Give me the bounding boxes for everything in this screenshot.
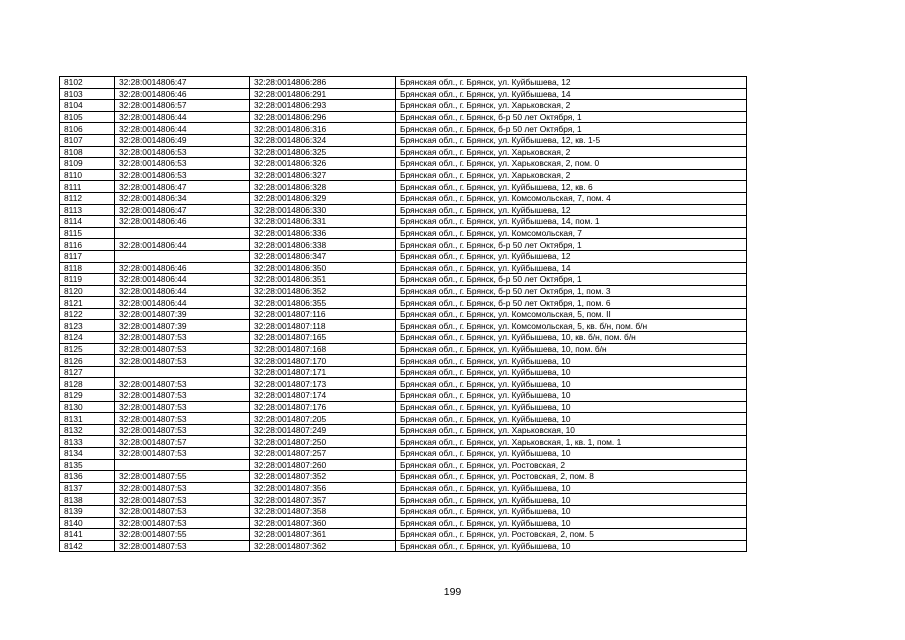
table-row bbox=[60, 239, 747, 251]
cadastral-number-cell: 32:28:0014806:296 bbox=[250, 111, 396, 123]
table-row bbox=[60, 297, 747, 309]
page-number: 199 bbox=[443, 586, 462, 598]
row-number-cell: 8125 bbox=[60, 343, 115, 355]
row-number-cell: 8132 bbox=[60, 424, 115, 436]
cadastral-number-cell: 32:28:0014807:165 bbox=[250, 332, 396, 344]
table-row bbox=[60, 448, 747, 460]
address-cell: Брянская обл., г. Брянск, ул. Куйбышева, 10 bbox=[396, 517, 747, 529]
land-parcel-number-cell: 32:28:0014807:53 bbox=[115, 424, 250, 436]
address-cell: Брянская обл., г. Брянск, ул. Комсомольская, 7, пом. 4 bbox=[396, 192, 747, 204]
row-number-cell: 8135 bbox=[60, 459, 115, 471]
land-parcel-number-cell: 32:28:0014807:53 bbox=[115, 505, 250, 517]
row-number-cell: 8123 bbox=[60, 320, 115, 332]
address-cell: Брянская обл., г. Брянск, ул. Харьковская, 1, кв. 1, пом. 1 bbox=[396, 436, 747, 448]
address-cell: Брянская обл., г. Брянск, ул. Харьковская, 2 bbox=[396, 146, 747, 158]
cadastral-number-cell: 32:28:0014806:350 bbox=[250, 262, 396, 274]
land-parcel-number-cell bbox=[115, 250, 250, 262]
cadastral-register-table bbox=[59, 76, 747, 552]
cadastral-number-cell: 32:28:0014806:316 bbox=[250, 123, 396, 135]
land-parcel-number-cell: 32:28:0014806:57 bbox=[115, 100, 250, 112]
land-parcel-number-cell: 32:28:0014806:46 bbox=[115, 262, 250, 274]
land-parcel-number-cell: 32:28:0014806:44 bbox=[115, 123, 250, 135]
row-number-cell: 8107 bbox=[60, 134, 115, 146]
address-cell: Брянская обл., г. Брянск, ул. Куйбышева, 10, пом. б/н bbox=[396, 343, 747, 355]
table-row bbox=[60, 123, 747, 135]
cadastral-number-cell: 32:28:0014806:324 bbox=[250, 134, 396, 146]
table-row bbox=[60, 459, 747, 471]
cadastral-number-cell: 32:28:0014807:168 bbox=[250, 343, 396, 355]
land-parcel-number-cell: 32:28:0014807:53 bbox=[115, 413, 250, 425]
land-parcel-number-cell: 32:28:0014807:53 bbox=[115, 401, 250, 413]
table-row bbox=[60, 401, 747, 413]
address-cell: Брянская обл., г. Брянск, ул. Куйбышева, 10 bbox=[396, 448, 747, 460]
land-parcel-number-cell: 32:28:0014806:44 bbox=[115, 285, 250, 297]
row-number-cell: 8124 bbox=[60, 332, 115, 344]
address-cell: Брянская обл., г. Брянск, ул. Куйбышева, 10 bbox=[396, 505, 747, 517]
row-number-cell: 8136 bbox=[60, 471, 115, 483]
cadastral-number-cell: 32:28:0014807:174 bbox=[250, 390, 396, 402]
row-number-cell: 8111 bbox=[60, 181, 115, 193]
cadastral-number-cell: 32:28:0014807:249 bbox=[250, 424, 396, 436]
table-row bbox=[60, 366, 747, 378]
row-number-cell: 8138 bbox=[60, 494, 115, 506]
address-cell: Брянская обл., г. Брянск, ул. Куйбышева, 12, кв. 6 bbox=[396, 181, 747, 193]
row-number-cell: 8106 bbox=[60, 123, 115, 135]
address-cell: Брянская обл., г. Брянск, ул. Куйбышева, 10 bbox=[396, 494, 747, 506]
row-number-cell: 8129 bbox=[60, 390, 115, 402]
row-number-cell: 8134 bbox=[60, 448, 115, 460]
address-cell: Брянская обл., г. Брянск, ул. Комсомольская, 5, пом. II bbox=[396, 308, 747, 320]
cadastral-number-cell: 32:28:0014806:329 bbox=[250, 192, 396, 204]
cadastral-number-cell: 32:28:0014806:352 bbox=[250, 285, 396, 297]
land-parcel-number-cell: 32:28:0014807:55 bbox=[115, 471, 250, 483]
land-parcel-number-cell: 32:28:0014807:53 bbox=[115, 332, 250, 344]
row-number-cell: 8137 bbox=[60, 482, 115, 494]
land-parcel-number-cell: 32:28:0014807:57 bbox=[115, 436, 250, 448]
address-cell: Брянская обл., г. Брянск, ул. Куйбышева, 12 bbox=[396, 77, 747, 89]
address-cell: Брянская обл., г. Брянск, ул. Куйбышева, 10 bbox=[396, 366, 747, 378]
address-cell: Брянская обл., г. Брянск, ул. Куйбышева, 10, кв. б/н, пом. б/н bbox=[396, 332, 747, 344]
land-parcel-number-cell: 32:28:0014807:53 bbox=[115, 355, 250, 367]
cadastral-number-cell: 32:28:0014807:205 bbox=[250, 413, 396, 425]
land-parcel-number-cell: 32:28:0014807:53 bbox=[115, 540, 250, 552]
row-number-cell: 8109 bbox=[60, 158, 115, 170]
land-parcel-number-cell: 32:28:0014806:46 bbox=[115, 216, 250, 228]
cadastral-number-cell: 32:28:0014807:118 bbox=[250, 320, 396, 332]
land-parcel-number-cell: 32:28:0014806:34 bbox=[115, 192, 250, 204]
address-cell: Брянская обл., г. Брянск, ул. Харьковская, 2, пом. 0 bbox=[396, 158, 747, 170]
cadastral-number-cell: 32:28:0014806:286 bbox=[250, 77, 396, 89]
land-parcel-number-cell: 32:28:0014806:53 bbox=[115, 158, 250, 170]
table-row bbox=[60, 494, 747, 506]
table-row bbox=[60, 413, 747, 425]
land-parcel-number-cell: 32:28:0014807:53 bbox=[115, 517, 250, 529]
address-cell: Брянская обл., г. Брянск, ул. Комсомольская, 7 bbox=[396, 227, 747, 239]
cadastral-number-cell: 32:28:0014807:250 bbox=[250, 436, 396, 448]
land-parcel-number-cell: 32:28:0014806:49 bbox=[115, 134, 250, 146]
row-number-cell: 8113 bbox=[60, 204, 115, 216]
table-row bbox=[60, 308, 747, 320]
land-parcel-number-cell: 32:28:0014807:53 bbox=[115, 343, 250, 355]
address-cell: Брянская обл., г. Брянск, ул. Куйбышева, 12, кв. 1-5 bbox=[396, 134, 747, 146]
address-cell: Брянская обл., г. Брянск, ул. Куйбышева, 14 bbox=[396, 262, 747, 274]
row-number-cell: 8140 bbox=[60, 517, 115, 529]
row-number-cell: 8122 bbox=[60, 308, 115, 320]
table-row bbox=[60, 204, 747, 216]
land-parcel-number-cell: 32:28:0014807:53 bbox=[115, 448, 250, 460]
table-row bbox=[60, 390, 747, 402]
table-row bbox=[60, 471, 747, 483]
row-number-cell: 8104 bbox=[60, 100, 115, 112]
table-row bbox=[60, 250, 747, 262]
address-cell: Брянская обл., г. Брянск, ул. Куйбышева, 10 bbox=[396, 413, 747, 425]
land-parcel-number-cell: 32:28:0014806:44 bbox=[115, 111, 250, 123]
register-table-body bbox=[60, 77, 747, 552]
table-row bbox=[60, 216, 747, 228]
table-row bbox=[60, 227, 747, 239]
row-number-cell: 8119 bbox=[60, 274, 115, 286]
table-row bbox=[60, 77, 747, 89]
row-number-cell: 8120 bbox=[60, 285, 115, 297]
cadastral-number-cell: 32:28:0014807:361 bbox=[250, 529, 396, 541]
table-row bbox=[60, 134, 747, 146]
cadastral-number-cell: 32:28:0014807:176 bbox=[250, 401, 396, 413]
address-cell: Брянская обл., г. Брянск, б-р 50 лет Октября, 1 bbox=[396, 123, 747, 135]
cadastral-number-cell: 32:28:0014807:357 bbox=[250, 494, 396, 506]
land-parcel-number-cell: 32:28:0014806:44 bbox=[115, 274, 250, 286]
address-cell: Брянская обл., г. Брянск, ул. Куйбышева, 14, пом. 1 bbox=[396, 216, 747, 228]
table-row bbox=[60, 505, 747, 517]
table-row bbox=[60, 540, 747, 552]
land-parcel-number-cell: 32:28:0014806:47 bbox=[115, 204, 250, 216]
cadastral-number-cell: 32:28:0014806:325 bbox=[250, 146, 396, 158]
cadastral-number-cell: 32:28:0014807:170 bbox=[250, 355, 396, 367]
row-number-cell: 8102 bbox=[60, 77, 115, 89]
row-number-cell: 8128 bbox=[60, 378, 115, 390]
table-row bbox=[60, 88, 747, 100]
land-parcel-number-cell: 32:28:0014806:44 bbox=[115, 297, 250, 309]
land-parcel-number-cell bbox=[115, 227, 250, 239]
table-row bbox=[60, 274, 747, 286]
cadastral-number-cell: 32:28:0014807:260 bbox=[250, 459, 396, 471]
cadastral-number-cell: 32:28:0014806:330 bbox=[250, 204, 396, 216]
cadastral-number-cell: 32:28:0014807:173 bbox=[250, 378, 396, 390]
row-number-cell: 8131 bbox=[60, 413, 115, 425]
land-parcel-number-cell: 32:28:0014807:55 bbox=[115, 529, 250, 541]
address-cell: Брянская обл., г. Брянск, ул. Ростовская, 2, пом. 5 bbox=[396, 529, 747, 541]
address-cell: Брянская обл., г. Брянск, ул. Куйбышева, 10 bbox=[396, 355, 747, 367]
cadastral-number-cell: 32:28:0014807:360 bbox=[250, 517, 396, 529]
table-row bbox=[60, 482, 747, 494]
address-cell: Брянская обл., г. Брянск, ул. Ростовская, 2, пом. 8 bbox=[396, 471, 747, 483]
table-row bbox=[60, 192, 747, 204]
land-parcel-number-cell bbox=[115, 366, 250, 378]
table-row bbox=[60, 355, 747, 367]
row-number-cell: 8141 bbox=[60, 529, 115, 541]
row-number-cell: 8116 bbox=[60, 239, 115, 251]
cadastral-number-cell: 32:28:0014806:331 bbox=[250, 216, 396, 228]
table-row bbox=[60, 111, 747, 123]
land-parcel-number-cell: 32:28:0014806:53 bbox=[115, 169, 250, 181]
cadastral-number-cell: 32:28:0014806:291 bbox=[250, 88, 396, 100]
table-row bbox=[60, 146, 747, 158]
table-row bbox=[60, 100, 747, 112]
table-row bbox=[60, 169, 747, 181]
row-number-cell: 8117 bbox=[60, 250, 115, 262]
row-number-cell: 8110 bbox=[60, 169, 115, 181]
row-number-cell: 8133 bbox=[60, 436, 115, 448]
table-row bbox=[60, 343, 747, 355]
row-number-cell: 8127 bbox=[60, 366, 115, 378]
row-number-cell: 8115 bbox=[60, 227, 115, 239]
table-row bbox=[60, 517, 747, 529]
table-row bbox=[60, 378, 747, 390]
cadastral-number-cell: 32:28:0014806:351 bbox=[250, 274, 396, 286]
land-parcel-number-cell: 32:28:0014807:53 bbox=[115, 390, 250, 402]
cadastral-number-cell: 32:28:0014806:338 bbox=[250, 239, 396, 251]
address-cell: Брянская обл., г. Брянск, ул. Харьковская, 10 bbox=[396, 424, 747, 436]
row-number-cell: 8105 bbox=[60, 111, 115, 123]
address-cell: Брянская обл., г. Брянск, б-р 50 лет Октября, 1 bbox=[396, 274, 747, 286]
address-cell: Брянская обл., г. Брянск, ул. Куйбышева, 10 bbox=[396, 390, 747, 402]
cadastral-number-cell: 32:28:0014806:293 bbox=[250, 100, 396, 112]
row-number-cell: 8118 bbox=[60, 262, 115, 274]
address-cell: Брянская обл., г. Брянск, ул. Куйбышева, 10 bbox=[396, 482, 747, 494]
table-row bbox=[60, 158, 747, 170]
cadastral-number-cell: 32:28:0014807:362 bbox=[250, 540, 396, 552]
cadastral-number-cell: 32:28:0014806:328 bbox=[250, 181, 396, 193]
cadastral-number-cell: 32:28:0014807:257 bbox=[250, 448, 396, 460]
address-cell: Брянская обл., г. Брянск, ул. Комсомольская, 5, кв. б/н, пом. б/н bbox=[396, 320, 747, 332]
cadastral-number-cell: 32:28:0014806:326 bbox=[250, 158, 396, 170]
row-number-cell: 8121 bbox=[60, 297, 115, 309]
address-cell: Брянская обл., г. Брянск, б-р 50 лет Октября, 1, пом. 3 bbox=[396, 285, 747, 297]
row-number-cell: 8108 bbox=[60, 146, 115, 158]
address-cell: Брянская обл., г. Брянск, б-р 50 лет Октября, 1 bbox=[396, 111, 747, 123]
address-cell: Брянская обл., г. Брянск, ул. Куйбышева, 12 bbox=[396, 204, 747, 216]
table-row bbox=[60, 285, 747, 297]
cadastral-number-cell: 32:28:0014807:352 bbox=[250, 471, 396, 483]
table-row bbox=[60, 332, 747, 344]
land-parcel-number-cell: 32:28:0014806:47 bbox=[115, 77, 250, 89]
land-parcel-number-cell: 32:28:0014807:39 bbox=[115, 320, 250, 332]
cadastral-number-cell: 32:28:0014807:358 bbox=[250, 505, 396, 517]
address-cell: Брянская обл., г. Брянск, ул. Куйбышева, 10 bbox=[396, 378, 747, 390]
address-cell: Брянская обл., г. Брянск, б-р 50 лет Октября, 1 bbox=[396, 239, 747, 251]
cadastral-number-cell: 32:28:0014807:356 bbox=[250, 482, 396, 494]
land-parcel-number-cell: 32:28:0014806:44 bbox=[115, 239, 250, 251]
table-row bbox=[60, 424, 747, 436]
cadastral-number-cell: 32:28:0014806:355 bbox=[250, 297, 396, 309]
address-cell: Брянская обл., г. Брянск, б-р 50 лет Октября, 1, пом. 6 bbox=[396, 297, 747, 309]
row-number-cell: 8126 bbox=[60, 355, 115, 367]
address-cell: Брянская обл., г. Брянск, ул. Куйбышева, 10 bbox=[396, 540, 747, 552]
address-cell: Брянская обл., г. Брянск, ул. Куйбышева, 12 bbox=[396, 250, 747, 262]
table-row bbox=[60, 320, 747, 332]
cadastral-number-cell: 32:28:0014806:327 bbox=[250, 169, 396, 181]
land-parcel-number-cell: 32:28:0014807:53 bbox=[115, 494, 250, 506]
row-number-cell: 8103 bbox=[60, 88, 115, 100]
land-parcel-number-cell: 32:28:0014806:53 bbox=[115, 146, 250, 158]
address-cell: Брянская обл., г. Брянск, ул. Куйбышева, 10 bbox=[396, 401, 747, 413]
row-number-cell: 8142 bbox=[60, 540, 115, 552]
table-row bbox=[60, 436, 747, 448]
table-row bbox=[60, 262, 747, 274]
land-parcel-number-cell: 32:28:0014806:47 bbox=[115, 181, 250, 193]
land-parcel-number-cell: 32:28:0014807:53 bbox=[115, 482, 250, 494]
row-number-cell: 8130 bbox=[60, 401, 115, 413]
cadastral-number-cell: 32:28:0014807:171 bbox=[250, 366, 396, 378]
row-number-cell: 8114 bbox=[60, 216, 115, 228]
table-row bbox=[60, 181, 747, 193]
land-parcel-number-cell bbox=[115, 459, 250, 471]
table-row bbox=[60, 529, 747, 541]
cadastral-number-cell: 32:28:0014806:347 bbox=[250, 250, 396, 262]
address-cell: Брянская обл., г. Брянск, ул. Куйбышева, 14 bbox=[396, 88, 747, 100]
land-parcel-number-cell: 32:28:0014807:39 bbox=[115, 308, 250, 320]
cadastral-number-cell: 32:28:0014806:336 bbox=[250, 227, 396, 239]
address-cell: Брянская обл., г. Брянск, ул. Ростовская, 2 bbox=[396, 459, 747, 471]
address-cell: Брянская обл., г. Брянск, ул. Харьковская, 2 bbox=[396, 169, 747, 181]
land-parcel-number-cell: 32:28:0014807:53 bbox=[115, 378, 250, 390]
row-number-cell: 8139 bbox=[60, 505, 115, 517]
cadastral-number-cell: 32:28:0014807:116 bbox=[250, 308, 396, 320]
address-cell: Брянская обл., г. Брянск, ул. Харьковская, 2 bbox=[396, 100, 747, 112]
land-parcel-number-cell: 32:28:0014806:46 bbox=[115, 88, 250, 100]
row-number-cell: 8112 bbox=[60, 192, 115, 204]
